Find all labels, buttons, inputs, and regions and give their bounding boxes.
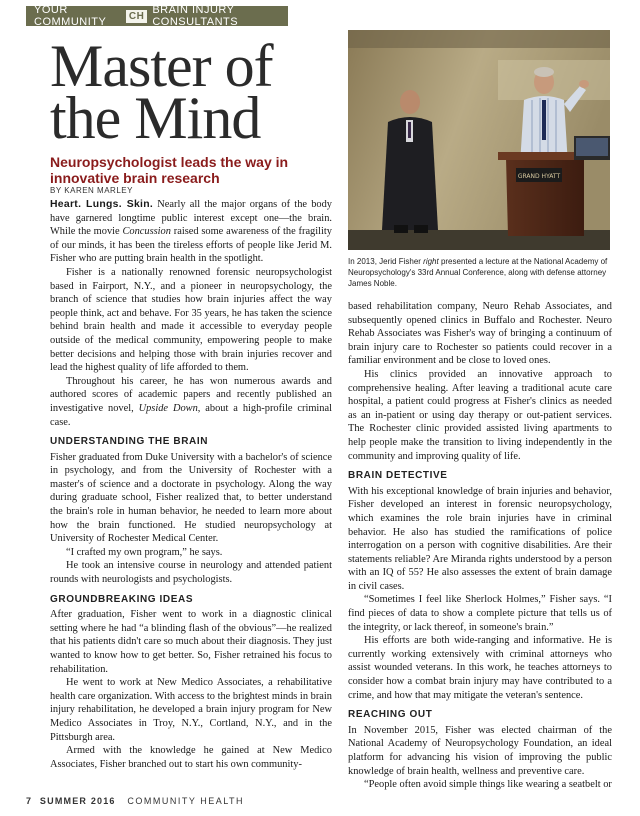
text-span: Throughout his career, he has won numerous awards and authored scores of academic papers and recently published an investigative novel, <box>50 375 332 414</box>
text-span: Nearly all the major organs of the body have garnered longtime public interest except one—the brain. While the movie <box>50 199 332 238</box>
podium-brand: GRAND HYATT <box>517 173 561 180</box>
title-line-1: Master of <box>50 33 273 99</box>
text-span: , about a high-profile criminal case. <box>50 402 333 428</box>
paragraph: “People often avoid simple things like wearing a seatbelt or <box>364 779 612 791</box>
body-column-left <box>50 198 332 771</box>
publication-name: COMMUNITY HEALTH <box>127 796 245 806</box>
paragraph: “I crafted my own program,” he says. <box>66 546 223 558</box>
title-line-2: the Mind <box>50 85 261 151</box>
lecture-photo-illustration <box>348 30 610 250</box>
issue-label: SUMMER 2016 <box>39 796 116 806</box>
section-label: YOUR COMMUNITY <box>34 4 107 28</box>
byline-prefix: BY <box>50 186 62 195</box>
page-number: 7 <box>26 796 33 806</box>
book-title: Upside Down <box>138 402 198 414</box>
photo-caption <box>348 256 610 289</box>
paragraph: Armed with the knowledge he gained at New Medico Associates, Fisher branched out to start his own community- <box>50 745 332 770</box>
byline-author: KAREN MARLEY <box>64 186 133 195</box>
paragraph: His efforts are both wide-ranging and informative. He is currently working extensively with criminal attorneys who assist wounded veterans. In this work, he teaches attorneys to consider how a combat brain injury may have contributed to a crime, and how that may mitigate the veteran's sentence. <box>348 635 612 701</box>
paragraph: based rehabilitation company, Neuro Rehab Associates, and subsequently opened clinics in Buffalo and Rochester. Neuro Rehab Associates was Fisher's way of bringing a continuum of brain injury care to Rochester so patients could recover in a familiar environment and be close to loved ones. <box>348 301 612 367</box>
section-heading: UNDERSTANDING THE BRAIN <box>50 436 209 448</box>
paragraph: Fisher graduated from Duke University with a bachelor's of science in psychology, and from the University of Rochester with a master's of science and a doctorate in psychology. Along the way during graduate school, Fisher realized that, to better understand the brain's role in human behavior, he needed to learn more about how the brain functioned. He studied neuropsychology at University of Rochester Medical Center. <box>50 451 332 545</box>
text-span: raised some awareness of the fragility of our minds, it has been the tireless efforts of people like Jerid M. Fisher who are putting brain health in the spotlight. <box>50 226 332 265</box>
paragraph: In November 2015, Fisher was elected chairman of the National Academy of Neuropsychology Foundation, an ideal platform for advancing his vision of improving the public knowledge of brain health, wellness and preventive care. <box>348 724 612 777</box>
section-heading: BRAIN DETECTIVE <box>348 470 448 482</box>
caption-text-b: presented a lecture at the National Academy of Neuropsychology's 33rd Annual Conference, along with defense attorney James Noble. <box>348 257 608 288</box>
podium <box>498 152 590 236</box>
paragraph <box>50 198 332 266</box>
caption-text-a: In 2013, Jerid Fisher <box>348 257 424 266</box>
subsection-label: BRAIN INJURY CONSULTANTS <box>152 4 239 28</box>
paragraph: After graduation, Fisher went to work in a diagnostic clinical setting where he had “a blinding flash of the obvious”—he realized that his patients didn't care so much about their diagnosis. They just wanted to know how to get better. So, Fisher retrained his focus to rehabilitation. <box>50 609 332 675</box>
paragraph: His clinics provided an innovative approach to comprehensive healing. After leaving a traditional acute care hospital, a patient could progress at Fisher's clinics as needed as an in-patient or using day therapy or out-patient services. The Rochester clinic provided assisted living apartments to help people make the transition to living independently in the community and improving quality of life. <box>348 368 612 462</box>
caption-emphasis: right <box>423 257 439 266</box>
lecture-photo <box>348 30 610 250</box>
paragraph <box>50 375 332 429</box>
body-column-right <box>348 300 612 792</box>
ch-logo: CH <box>126 10 147 23</box>
paragraph: Fisher is a nationally renowned forensic neuropsychologist based in Fairport, N.Y., and a pioneer in neuropsychology, the branch of science that studies how brain injuries affect the way people think, act and behave. For 35 years, he has taken the science behind brain health and made it accessible to everyday people outside of the medical community, empowering people to make better decisions and helping those with brain injuries recover and lead the highest quality of life afforded to them. <box>50 266 332 374</box>
lead-in: Heart. Lungs. Skin. <box>50 199 154 210</box>
paragraph: With his exceptional knowledge of brain injuries and behavior, Fisher developed an interest in forensic neuropsychology, which examines the role brain injuries have in criminal behavior. He also has studied the ramifications of police interrogation on a person with cognitive disabilities. Are their statements reliable? Are Miranda rights understood by a person with an IQ of 55? He also assesses the extent of brain damage in civil cases. <box>348 485 612 592</box>
paragraph: “Sometimes I feel like Sherlock Holmes,” Fisher says. “I find pieces of data to show a complete picture that tells us of the integrity, or lack thereof, in someone's brain.” <box>348 594 612 633</box>
article-title <box>50 33 340 151</box>
paragraph: He took an intensive course in neurology and attended patient rounds with neurologists and psychologists. <box>50 560 332 586</box>
byline <box>50 186 133 195</box>
paragraph: He went to work at New Medico Associates, a rehabilitative health care organization. With access to the brightest minds in brain injury rehabilitation, he developed a brain injury program for New Medico Associates in Troy, N.Y., Cortland, N.Y., and in the Pittsburgh area. <box>50 677 332 743</box>
section-tag-bar <box>26 6 288 26</box>
section-heading: GROUNDBREAKING IDEAS <box>50 593 194 605</box>
section-heading: REACHING OUT <box>348 709 433 721</box>
movie-title: Concussion <box>122 226 171 238</box>
page-footer <box>26 796 244 806</box>
article-subtitle: Neuropsychologist leads the way in innovative brain research <box>50 154 289 186</box>
